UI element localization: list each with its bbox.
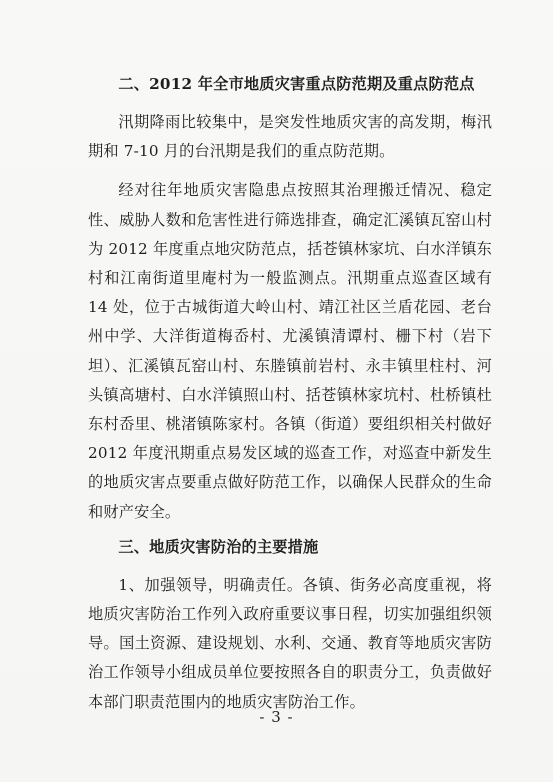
page-number: - 3 -	[259, 708, 294, 726]
section-3-heading: 三、地质灾害防治的主要措施	[118, 537, 319, 556]
document-body	[88, 74, 492, 717]
section-2-paragraph-1: 汛期降雨比较集中，是突发性地质灾害的高发期，梅汛期和 7-10 月的台汛期是我们的重点防范期。	[88, 113, 492, 161]
section-3-paragraph-1: 1、加强领导，明确责任。各镇、街务必高度重视，将地质灾害防治工作列入政府重要议事日程，切实加强组织领导。国土资源、建设规划、水利、交通、教育等地质灾害防治工作领导小组成员单位要按照各自的职责分工，负责做好本部门职责范围内的地质灾害防治工作。	[88, 575, 492, 711]
section-2-paragraph-2: 经对往年地质灾害隐患点按照其治理搬迁情况、稳定性、威胁人数和危害性进行筛选排查，确定汇溪镇瓦窑山村为 2012 年度重点地灾防范点，括苍镇林家坑、白水洋镇东村和江南街道里庵村为一般监测点。汛期重点巡查区域有 14 处，位于古城街道大岭山村、靖江社区兰盾花园、老台州中学、大洋街道梅岙村、尤溪镇清谭村、栅下村（岩下坦）、汇溪镇瓦窑山村、东塍镇前岩村、永丰镇里柱村、河头镇高塘村、白水洋镇照山村、括苍镇林家坑村、杜桥镇杜东村岙里、桃渚镇陈家村。各镇（街道）要组织相关村做好 2012 年度汛期重点易发区域的巡查工作，对巡查中新发生的地质灾害点要重点做好防范工作，以确保人民群众的生命和财产安全。	[88, 181, 492, 521]
section-2-heading: 二、2012 年全市地质灾害重点防范期及重点防范点	[118, 75, 475, 93]
